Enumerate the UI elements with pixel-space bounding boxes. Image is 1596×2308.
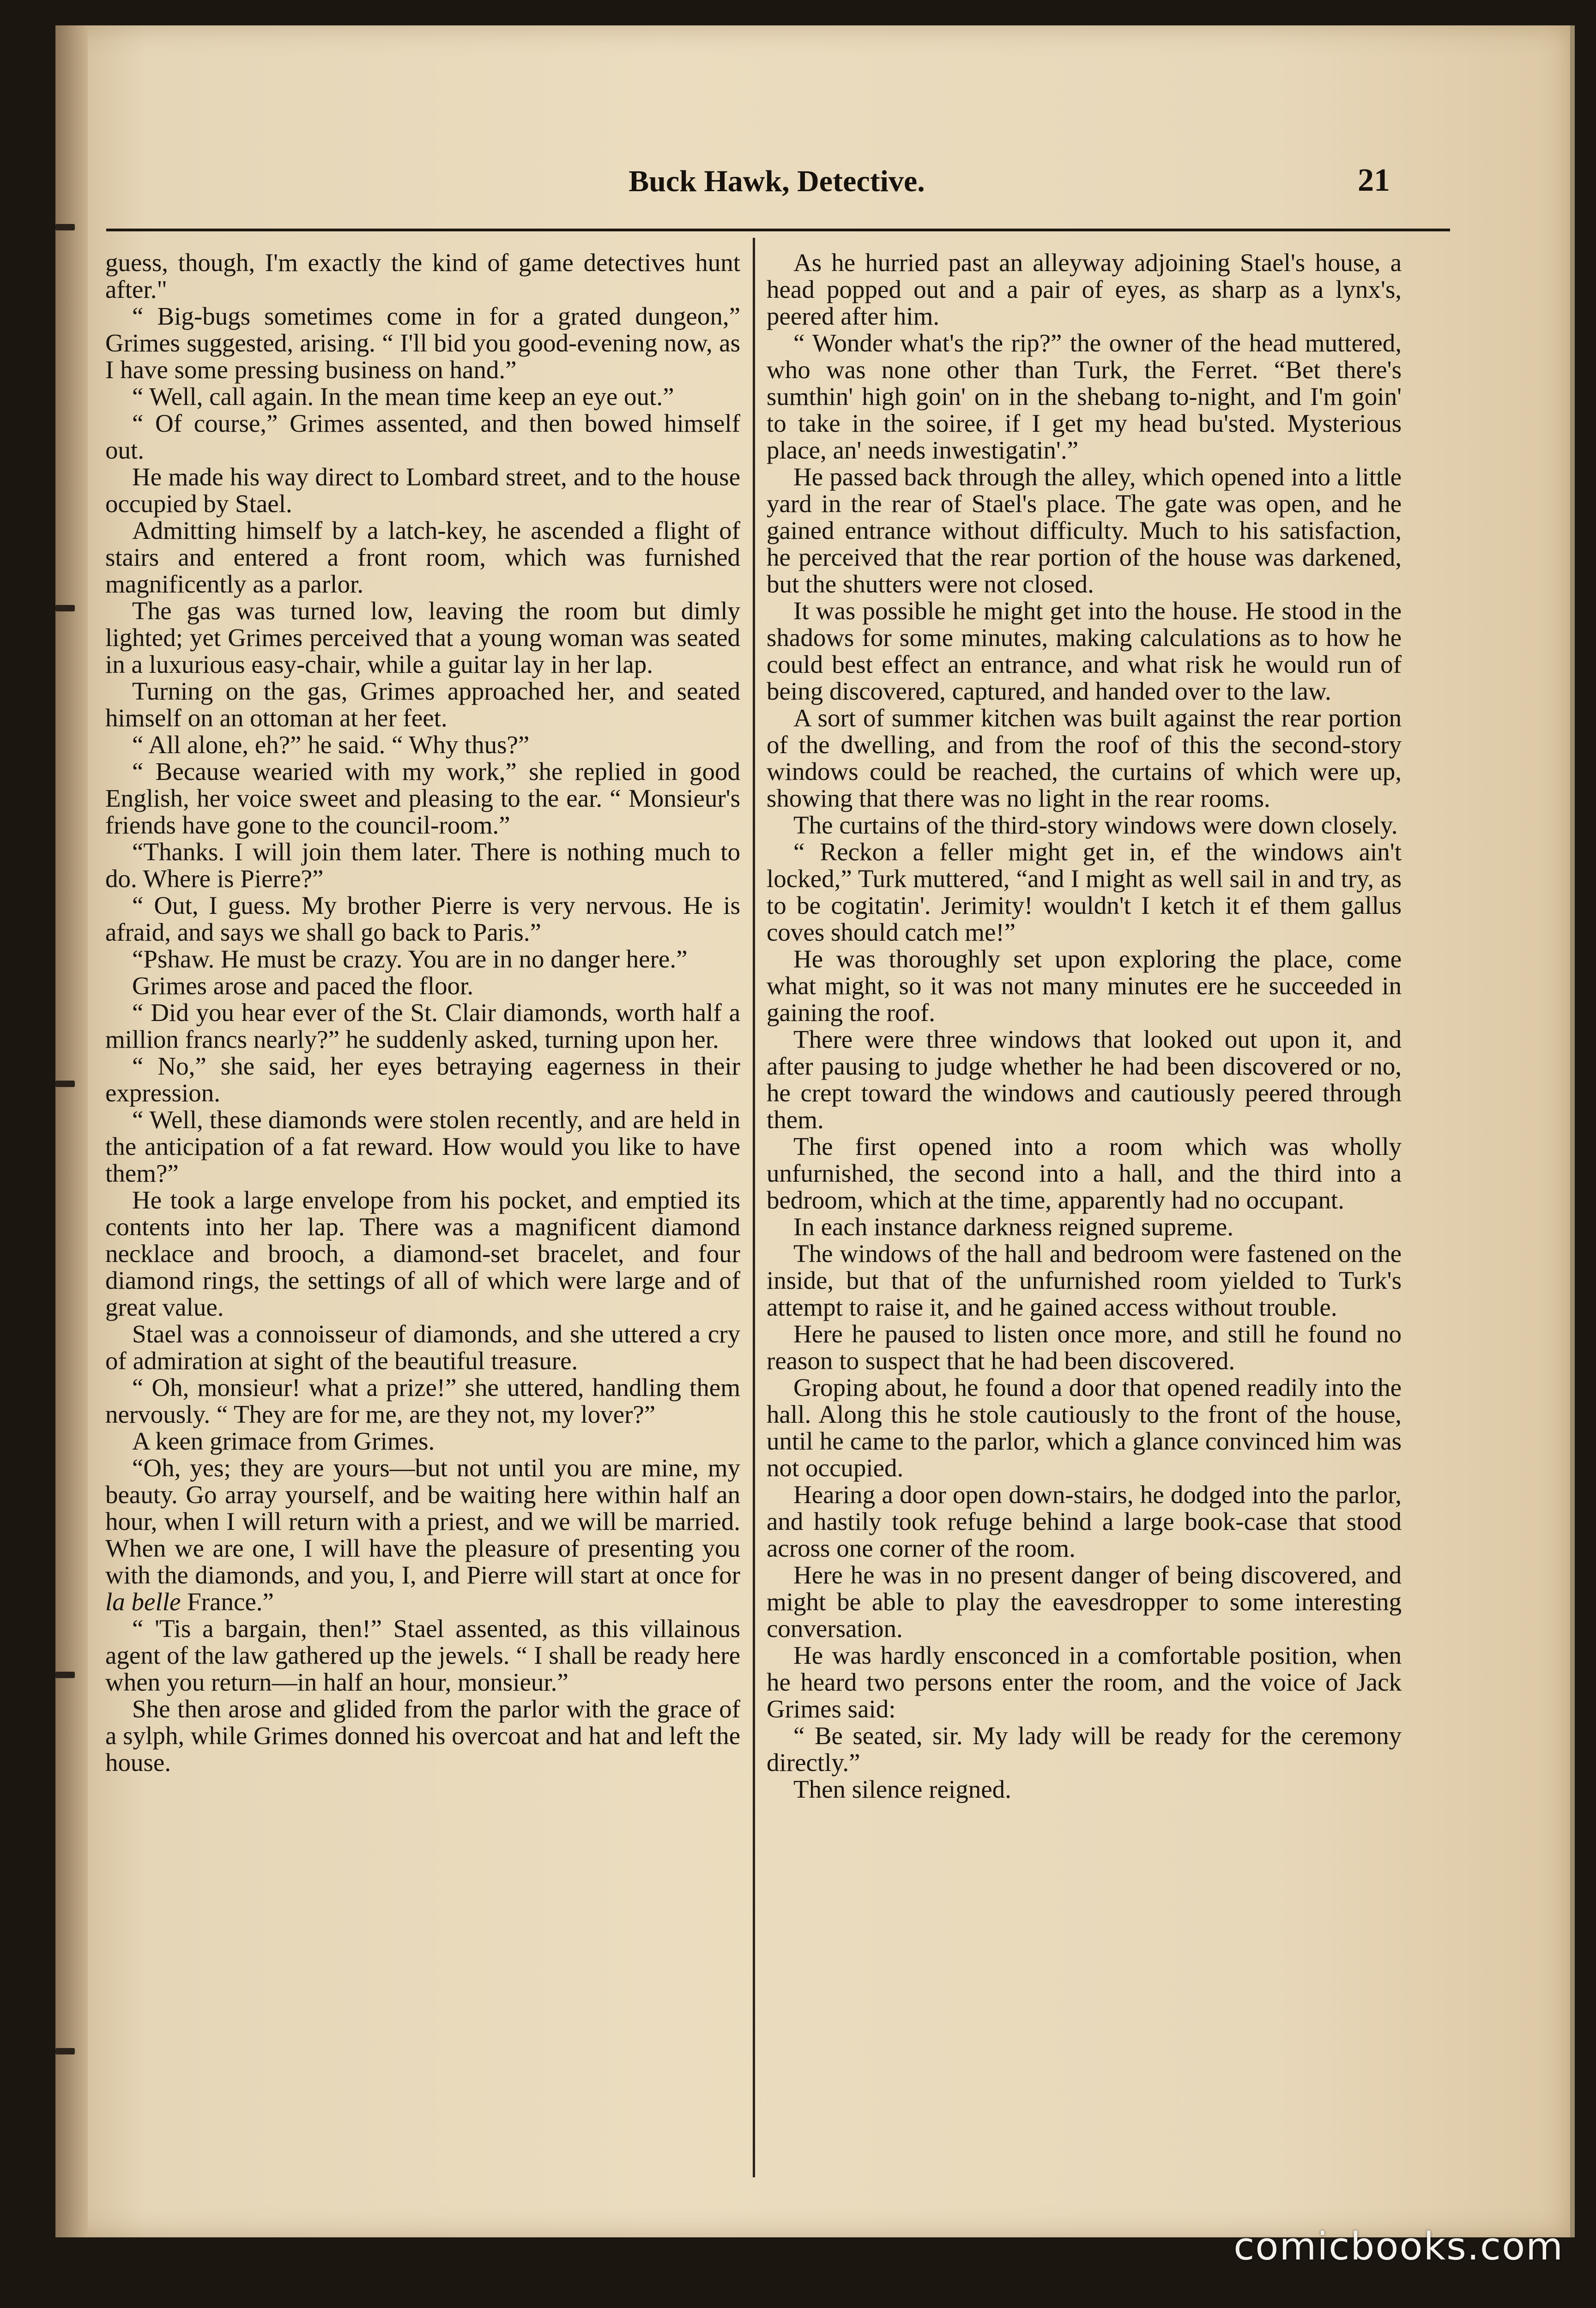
paragraph: Groping about, he found a door that opened readily into the hall. Along this he stole cautiously to the front of the house, until he came to the parlor, which a glance convinced him was not occupied. (767, 1373, 1402, 1482)
paragraph: “ Reckon a feller might get in, ef the windows ain't locked,” Turk muttered, “and I might as well sail in and try, as to be cogitatin'. Jerimity! wouldn't I ketch it ef them gallus coves should catch me!” (767, 838, 1402, 946)
left-column (105, 249, 740, 1776)
paragraph: “ Well, call again. In the mean time keep an eye out.” (132, 382, 674, 411)
paragraph: Then silence reigned. (793, 1775, 1011, 1803)
paragraph (105, 1455, 740, 1615)
binding-mark (55, 605, 75, 611)
text-run: “Oh, yes; they are yours—but not until you are mine, my beauty. Go array yourself, and be waiting here within half an hour, when I will return with a priest, and we will be married. When we are one, I will have the pleasure of presenting you with the diamonds, and you, I, and Pierre will start at once for (105, 1454, 740, 1589)
paragraph: guess, though, I'm exactly the kind of game detectives hunt after." (105, 248, 740, 303)
paragraph: Here he was in no present danger of being discovered, and might be able to play the eavesdropper to some interesting conversation. (767, 1561, 1402, 1643)
paragraph: He made his way direct to Lombard street, and to the house occupied by Stael. (105, 463, 740, 518)
text-run: France.” (181, 1588, 274, 1616)
paragraph: “ Because wearied with my work,” she replied in good English, her voice sweet and pleasing to the ear. “ Monsieur's friends have gone to the council-room.” (105, 757, 740, 839)
paragraph: It was possible he might get into the house. He stood in the shadows for some minutes, making calculations as to how he could best effect an entrance, and what risk he would run of being discovered, captured, and handed over to the law. (767, 597, 1402, 705)
paragraph: “ Well, these diamonds were stolen recently, and are held in the anticipation of a fat reward. How would you like to have them?” (105, 1106, 740, 1187)
paragraph: “Pshaw. He must be crazy. You are in no danger here.” (132, 945, 688, 973)
paragraph: There were three windows that looked out upon it, and after pausing to judge whether he had been discovered or no, he crept toward the windows and cautiously peered through them. (767, 1025, 1402, 1134)
page-number: 21 (1358, 163, 1390, 198)
paragraph: “ Of course,” Grimes assented, and then bowed himself out. (105, 409, 740, 464)
paragraph: “ Did you hear ever of the St. Clair diamonds, worth half a million francs nearly?” he suddenly asked, turning upon her. (105, 998, 740, 1053)
binding-mark (55, 2048, 75, 2054)
binding-edge (55, 25, 88, 2237)
paragraph: Hearing a door open down-stairs, he dodged into the parlor, and hastily took refuge behind a large book-case that stood across one corner of the room. (767, 1480, 1402, 1562)
book-page (55, 25, 1575, 2237)
paragraph: He passed back through the alley, which opened into a little yard in the rear of Stael's place. The gate was open, and he gained entrance without difficulty. Much to his satisfaction, he perceived that the rear portion of the house was darkened, but the shutters were not closed. (767, 463, 1402, 598)
column-divider (753, 238, 755, 2177)
paragraph: He took a large envelope from his pocket, and emptied its contents into her lap. There was a magnificent diamond necklace and brooch, a diamond-set bracelet, and four diamond rings, the settings of all of which were large and of great value. (105, 1186, 740, 1321)
binding-mark (55, 1672, 75, 1678)
paragraph: She then arose and glided from the parlor with the grace of a sylph, while Grimes donned his overcoat and hat and left the house. (105, 1695, 740, 1776)
paragraph: As he hurried past an alleyway adjoining Stael's house, a head popped out and a pair of eyes, as sharp as a lynx's, peered after him. (767, 248, 1402, 330)
paragraph: “ 'Tis a bargain, then!” Stael assented, as this villainous agent of the law gathered up the jewels. “ I shall be ready here when you return—in half an hour, monsieur.” (105, 1614, 740, 1696)
watermark: comicbooks.com (1233, 2225, 1564, 2269)
paragraph: He was thoroughly set upon exploring the place, come what might, so it was not many minutes ere he succeeded in gaining the roof. (767, 945, 1402, 1027)
paragraph: “ Big-bugs sometimes come in for a grated dungeon,” Grimes suggested, arising. “ I'll bid you good-evening now, as I have some pressing business on hand.” (105, 302, 740, 384)
paragraph: “ Wonder what's the rip?” the owner of the head muttered, who was none other than Turk, the Ferret. “Bet there's sumthin' high goin' on in the shebang to-night, and I'm goin' to take in the soiree, if I get my head bu'sted. Mysterious place, an' needs inwestigatin'.” (767, 329, 1402, 464)
paragraph: The gas was turned low, leaving the room but dimly lighted; yet Grimes perceived that a young woman was seated in a luxurious easy-chair, while a guitar lay in her lap. (105, 597, 740, 678)
binding-mark (55, 224, 75, 230)
binding-mark (55, 1081, 75, 1087)
paragraph: “ Be seated, sir. My lady will be ready for the ceremony directly.” (767, 1722, 1402, 1776)
paragraph: “ Out, I guess. My brother Pierre is very nervous. He is afraid, and says we shall go back to Paris.” (105, 891, 740, 946)
paragraph: He was hardly ensconced in a comfortable position, when he heard two persons enter the room, and the voice of Jack Grimes said: (767, 1641, 1402, 1723)
running-title: Buck Hawk, Detective. (629, 164, 925, 198)
paragraph: In each instance darkness reigned supreme. (793, 1213, 1233, 1241)
italic-phrase: la belle (105, 1588, 181, 1616)
right-column (767, 249, 1402, 1803)
paragraph: The curtains of the third-story windows were down closely. (793, 811, 1398, 839)
paragraph: “ All alone, eh?” he said. “ Why thus?” (132, 731, 530, 759)
paragraph: “Thanks. I will join them later. There is nothing much to do. Where is Pierre?” (105, 838, 740, 893)
paragraph: A sort of summer kitchen was built against the rear portion of the dwelling, and from the roof of this the second-story windows could be reached, the curtains of which were up, showing that there was no light in the rear rooms. (767, 704, 1402, 812)
paragraph: Here he paused to listen once more, and still he found no reason to suspect that he had been discovered. (767, 1320, 1402, 1375)
paragraph: The first opened into a room which was wholly unfurnished, the second into a hall, and the third into a bedroom, which at the time, apparently had no occupant. (767, 1132, 1402, 1214)
paragraph: “ No,” she said, her eyes betraying eagerness in their expression. (105, 1052, 740, 1107)
paragraph: Turning on the gas, Grimes approached her, and seated himself on an ottoman at her feet. (105, 677, 740, 732)
header-rule (106, 229, 1450, 231)
paragraph: The windows of the hall and bedroom were fastened on the inside, but that of the unfurnished room yielded to Turk's attempt to raise it, and he gained access without trouble. (767, 1239, 1402, 1321)
paragraph: Grimes arose and paced the floor. (132, 972, 474, 1000)
paragraph: A keen grimace from Grimes. (132, 1427, 435, 1455)
paragraph: Admitting himself by a latch-key, he ascended a flight of stairs and entered a front room, which was furnished magnificently as a parlor. (105, 516, 740, 598)
paragraph: Stael was a connoisseur of diamonds, and she uttered a cry of admiration at sight of the beautiful treasure. (105, 1320, 740, 1375)
paragraph: “ Oh, monsieur! what a prize!” she uttered, handling them nervously. “ They are for me, are they not, my lover?” (105, 1373, 740, 1428)
